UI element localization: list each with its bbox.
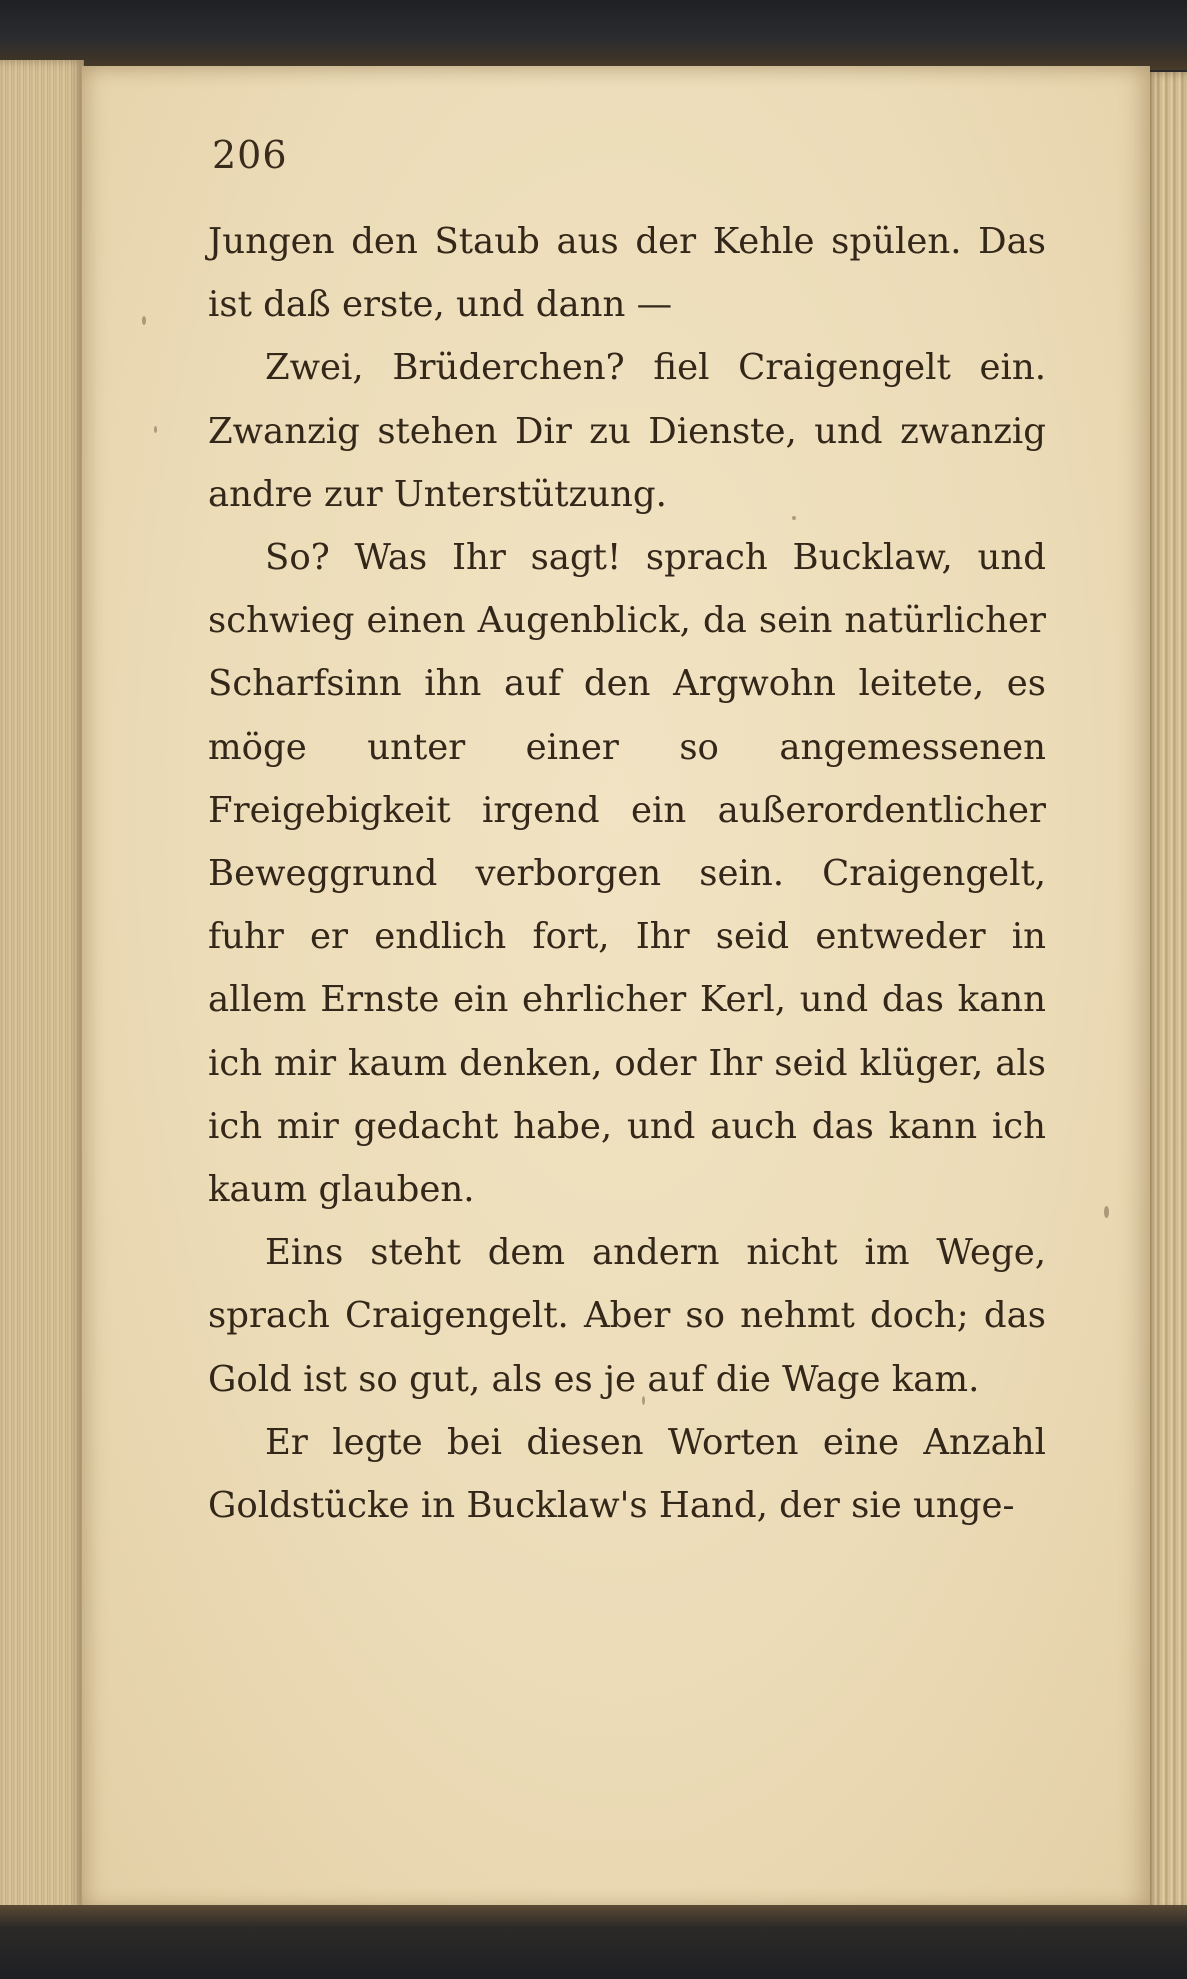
bottom-binding-edge [0,1905,1187,1979]
page-number: 206 [212,133,288,177]
right-page-edge [1145,72,1187,1912]
body-text [208,210,1046,1537]
paragraph: Zwei, Brüderchen? fiel Craigengelt ein. Zwanzig stehen Dir zu Dienste, und zwanzig andre zur Unterstützung. [208,347,1046,515]
paragraph: Er legte bei diesen Worten eine Anzahl Goldstücke in Bucklaw's Hand, der sie unge- [208,1421,1046,1527]
top-binding-edge [0,0,1187,70]
left-page-stack [0,60,84,1920]
paragraph: Eins steht dem andern nicht im Wege, sprach Craigengelt. Aber so nehmt doch; das Gold ist so gut, als es je auf die Wage kam. [208,1232,1046,1400]
paper-speck [1104,1206,1109,1218]
paragraph: Jungen den Staub aus der Kehle spülen. Das ist daß erste, und dann — [208,221,1046,326]
paper-speck [142,316,146,325]
paper-speck [154,426,157,433]
paragraph: So? Was Ihr sagt! sprach Bucklaw, und schwieg einen Augenblick, da sein natürlicher Scharfsinn ihn auf den Argwohn leitete, es möge unter einer so angemessenen Freigebigkeit irgend ein außerordentlicher Beweggrund verborgen sein. Craigengelt, fuhr er endlich fort, Ihr seid entweder in allem Ernste ein ehrlicher Kerl, und das kann ich mir kaum denken, oder Ihr seid klüger, als ich mir gedacht habe, und auch das kann ich kaum glauben. [208,537,1046,1211]
